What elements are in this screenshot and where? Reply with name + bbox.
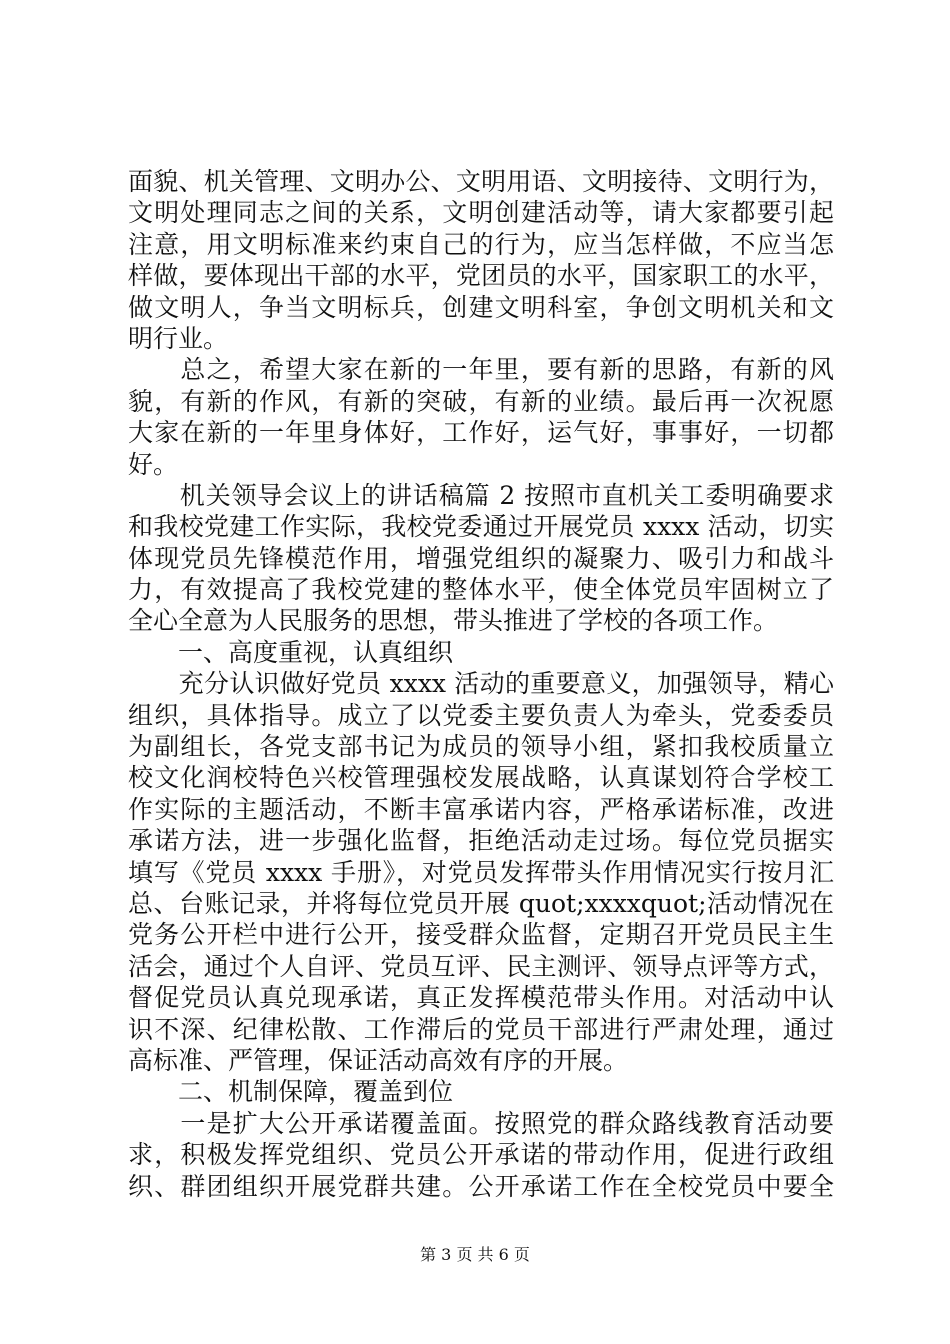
text-line: 承诺方法，进一步强化监督，拒绝活动走过场。每位党员据实 xyxy=(128,826,834,856)
text-line: 总、台账记录，并将每位党员开展 quot;xxxxquot;活动情况在 xyxy=(128,888,834,918)
text-line: 总之，希望大家在新的一年里，要有新的思路，有新的风 xyxy=(128,355,834,385)
text-line: 作实际的主题活动，不断丰富承诺内容，严格承诺标准，改进 xyxy=(128,794,834,824)
text-line: 充分认识做好党员 xxxx 活动的重要意义，加强领导，精心 xyxy=(128,669,834,699)
text-line: 督促党员认真兑现承诺，真正发挥模范带头作用。对活动中认 xyxy=(128,983,834,1013)
text-line: 活会，通过个人自评、党员互评、民主测评、领导点评等方式， xyxy=(128,951,834,981)
text-line: 力，有效提高了我校党建的整体水平，使全体党员牢固树立了 xyxy=(128,575,834,605)
text-line: 机关领导会议上的讲话稿篇 2 按照市直机关工委明确要求 xyxy=(128,480,834,510)
text-line: 明行业。 xyxy=(128,323,229,353)
document-body xyxy=(128,166,834,1202)
text-line: 和我校党建工作实际，我校党委通过开展党员 xxxx 活动，切实 xyxy=(128,512,834,542)
text-line: 党务公开栏中进行公开，接受群众监督，定期召开党员民主生 xyxy=(128,920,834,950)
text-line: 做文明人，争当文明标兵，创建文明科室，争创文明机关和文 xyxy=(128,292,834,322)
text-line: 高标准、严管理，保证活动高效有序的开展。 xyxy=(128,1045,629,1075)
text-line: 校文化润校特色兴校管理强校发展战略，认真谋划符合学校工 xyxy=(128,763,834,793)
text-line: 文明处理同志之间的关系，文明创建活动等，请大家都要引起 xyxy=(128,198,834,228)
text-line: 体现党员先锋模范作用，增强党组织的凝聚力、吸引力和战斗 xyxy=(128,543,834,573)
text-line: 全心全意为人民服务的思想，带头推进了学校的各项工作。 xyxy=(128,606,779,636)
text-line: 求，积极发挥党组织、党员公开承诺的带动作用，促进行政组 xyxy=(128,1140,834,1170)
text-line: 好。 xyxy=(128,449,179,479)
text-line: 一、高度重视，认真组织 xyxy=(128,637,454,667)
text-line: 面貌、机关管理、文明办公、文明用语、文明接待、文明行为， xyxy=(128,167,834,196)
text-line: 为副组长，各党支部书记为成员的领导小组，紧扣我校质量立 xyxy=(128,732,834,762)
text-line: 大家在新的一年里身体好，工作好，运气好，事事好，一切都 xyxy=(128,418,834,448)
page-number-footer: 第 3 页 共 6 页 xyxy=(420,1245,530,1264)
text-line: 二、机制保障，覆盖到位 xyxy=(128,1077,454,1107)
text-line: 组织，具体指导。成立了以党委主要负责人为牵头，党委委员 xyxy=(128,700,834,730)
text-line: 样做，要体现出干部的水平，党团员的水平，国家职工的水平， xyxy=(128,261,834,291)
text-line: 填写《党员 xxxx 手册》，对党员发挥带头作用情况实行按月汇 xyxy=(128,857,834,887)
text-line: 貌，有新的作风，有新的突破，有新的业绩。最后再一次祝愿 xyxy=(128,386,834,416)
text-line: 一是扩大公开承诺覆盖面。按照党的群众路线教育活动要 xyxy=(128,1108,834,1138)
text-line: 识不深、纪律松散、工作滞后的党员干部进行严肃处理，通过 xyxy=(128,1014,834,1044)
text-line: 织、群团组织开展党群共建。公开承诺工作在全校党员中要全 xyxy=(128,1171,834,1201)
text-line: 注意，用文明标准来约束自己的行为，应当怎样做，不应当怎 xyxy=(128,229,834,259)
